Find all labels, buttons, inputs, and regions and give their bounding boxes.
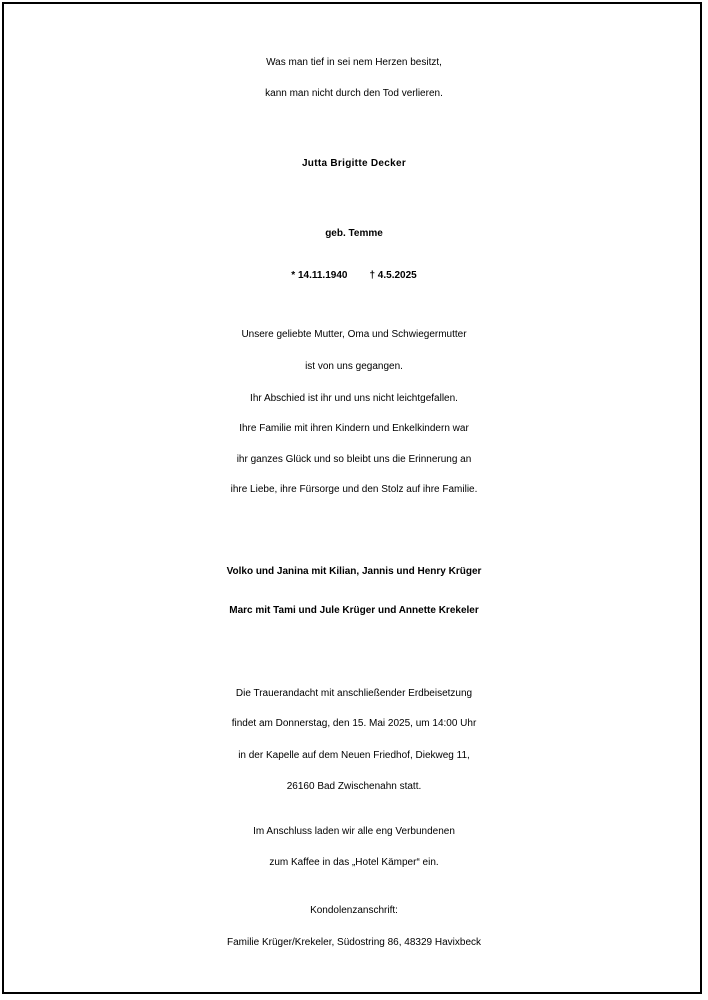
birth-name: geb. Temme [325,228,383,239]
quote-line-1: Was man tief in sei nem Herzen besitzt, [266,57,442,68]
tribute-line-1: Unsere geliebte Mutter, Oma und Schwiegermutter [241,329,467,340]
tribute-line-5: ihr ganzes Glück und so bleibt uns die Erinnerung an [236,454,472,465]
quote-line-2: kann man nicht durch den Tod verlieren. [265,88,443,99]
service-line-3: in der Kapelle auf dem Neuen Friedhof, Diekweg 11, [238,750,470,761]
mourners-line-1: Volko und Janina mit Kilian, Jannis und Henry Krüger [226,566,482,577]
birth-date: * 14.11.1940 [291,270,348,281]
deceased-name: Jutta Brigitte Decker [301,158,407,169]
life-dates [0,270,708,281]
death-date: † 4.5.2025 [369,270,417,281]
service-line-4: 26160 Bad Zwischenahn statt. [286,781,422,792]
tribute-line-4: Ihre Familie mit ihren Kindern und Enkelkindern war [239,423,469,434]
mourners-line-2: Marc mit Tami und Jule Krüger und Annette Krekeler [229,605,479,616]
tribute-line-6: ihre Liebe, ihre Fürsorge und den Stolz auf ihre Familie. [230,484,478,495]
condolence-label: Kondolenzanschrift: [310,905,398,916]
tribute-line-2: ist von uns gegangen. [305,361,403,372]
invitation-line-1: Im Anschluss laden wir alle eng Verbundenen [253,826,455,837]
invitation-line-2: zum Kaffee in das „Hotel Kämper“ ein. [269,857,439,868]
condolence-address: Familie Krüger/Krekeler, Südostring 86, 48329 Havixbeck [226,937,482,948]
obituary-border [2,2,702,994]
service-line-2: findet am Donnerstag, den 15. Mai 2025, um 14:00 Uhr [231,718,477,729]
service-line-1: Die Trauerandacht mit anschließender Erdbeisetzung [235,688,473,699]
tribute-line-3: Ihr Abschied ist ihr und uns nicht leichtgefallen. [250,393,458,404]
